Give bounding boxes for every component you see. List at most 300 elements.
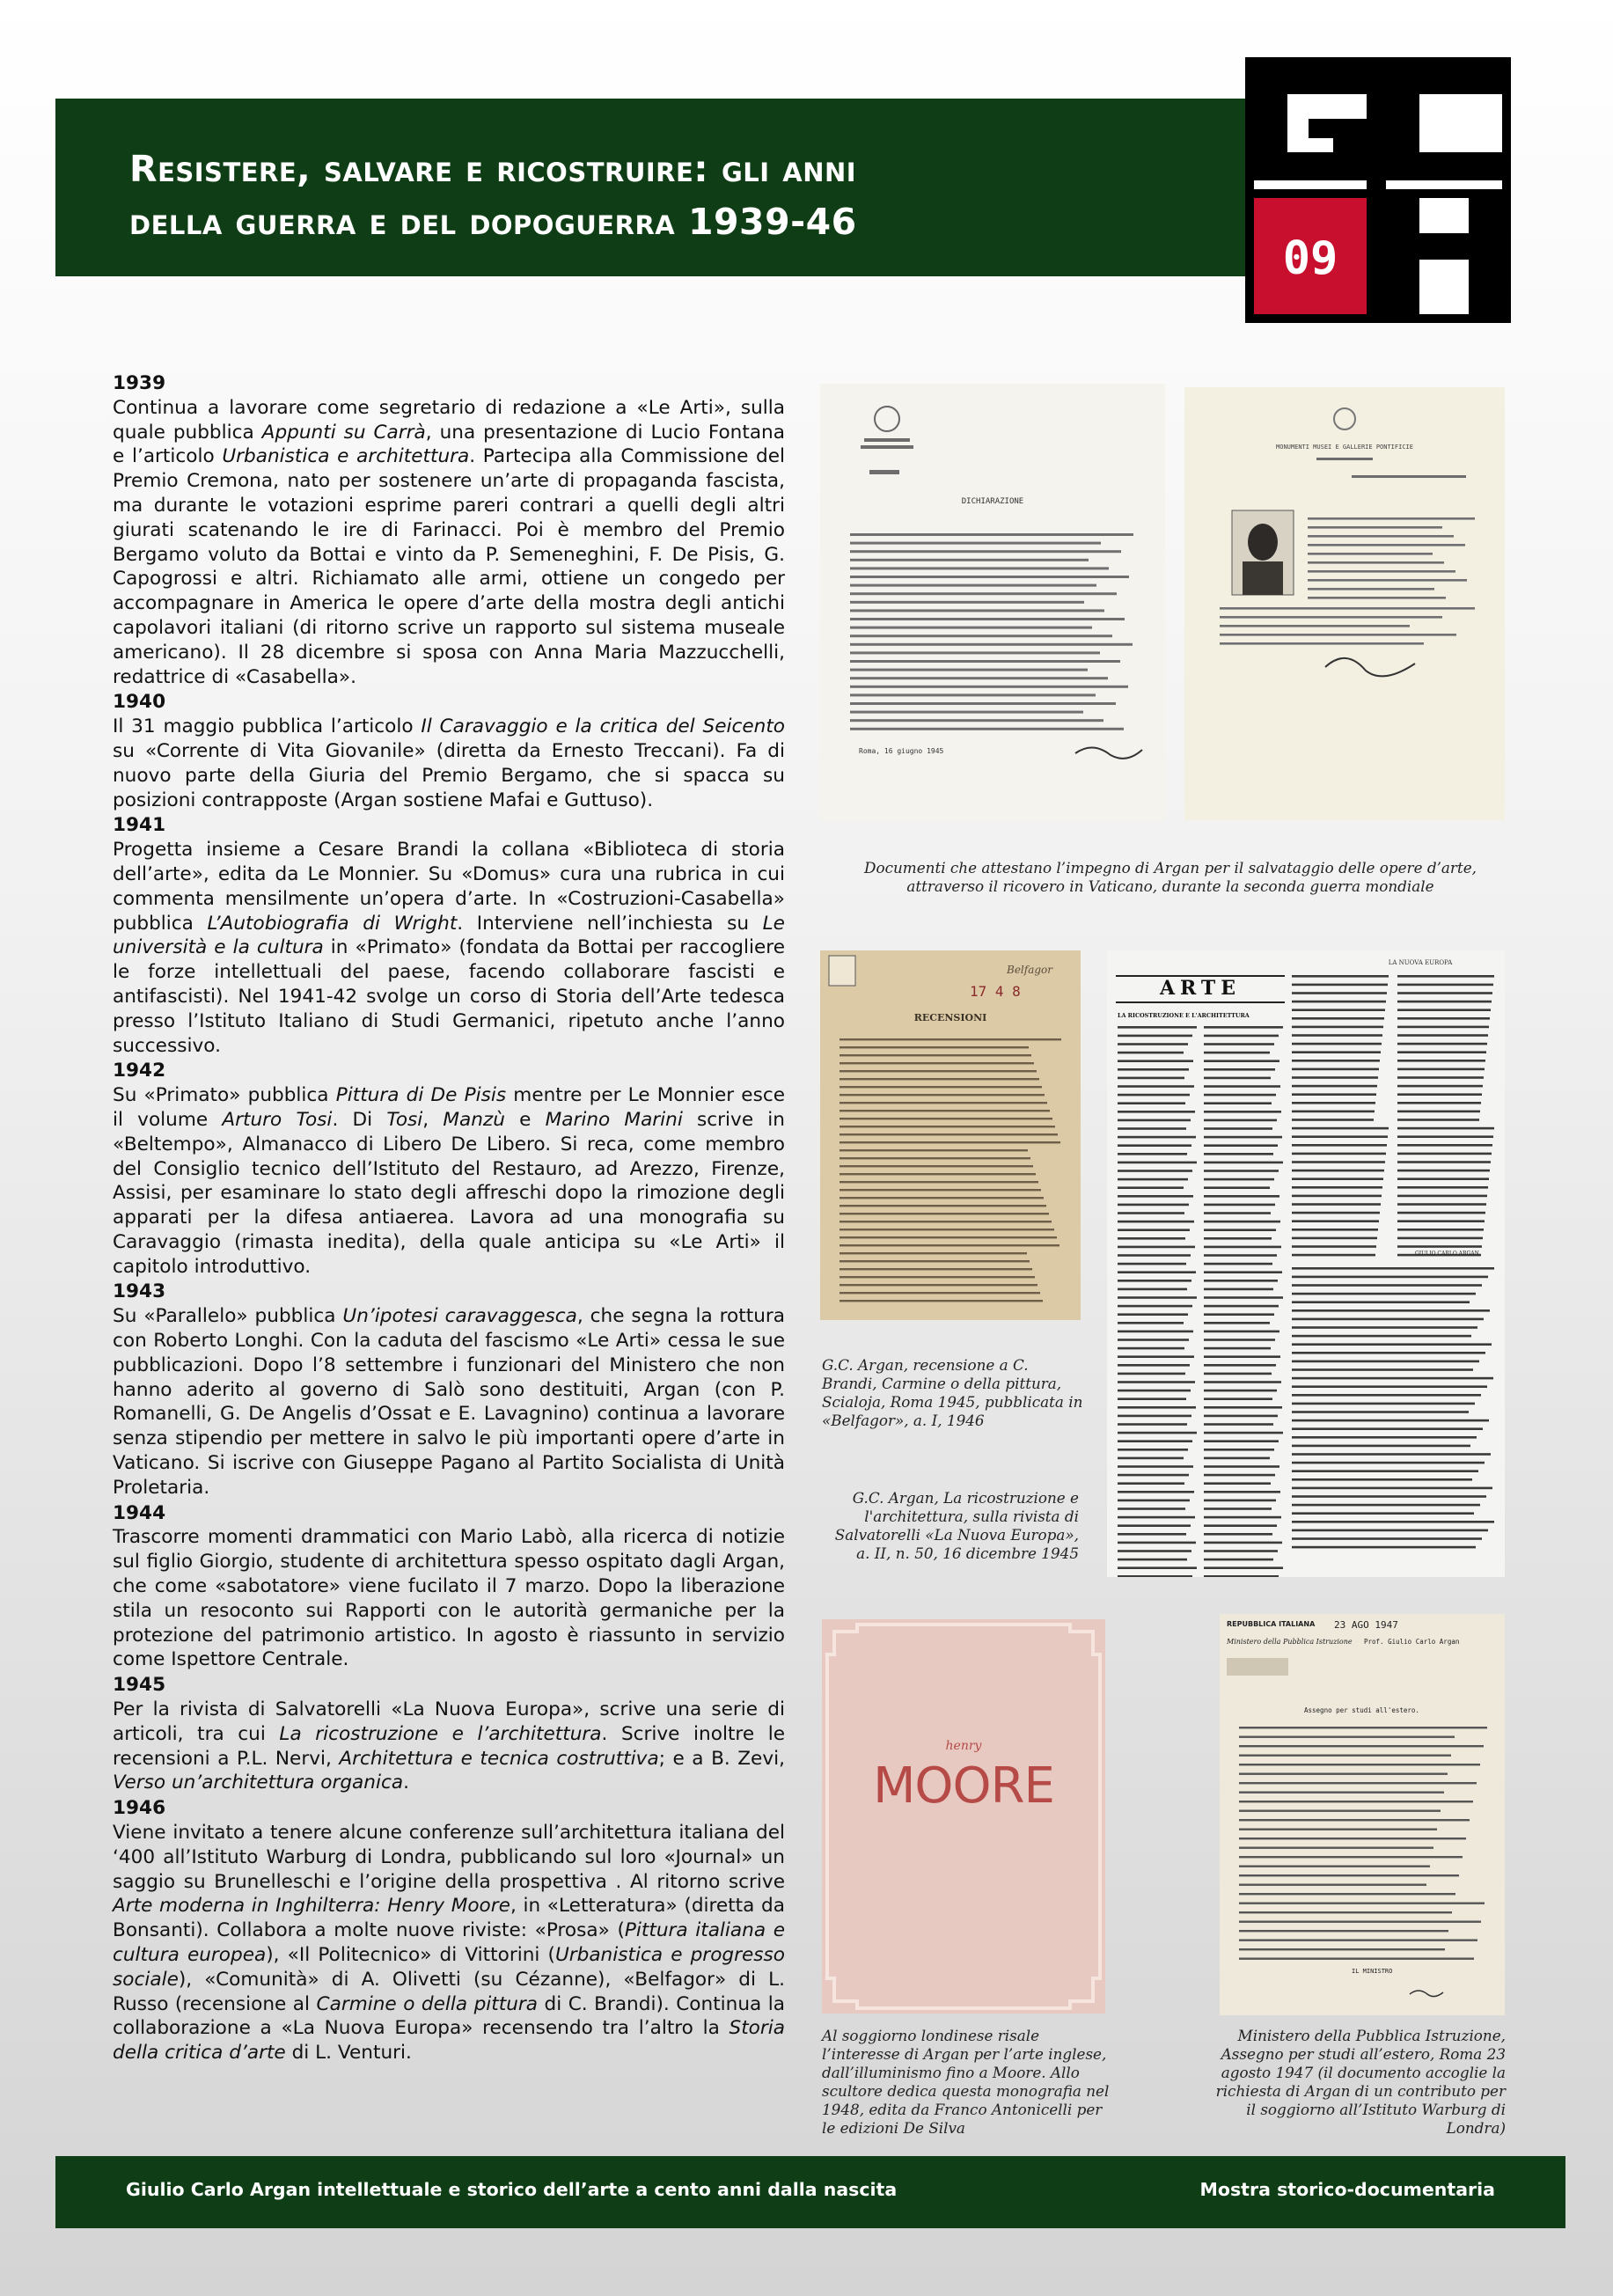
scanned-text-line: [1397, 1127, 1494, 1130]
italic-title: Manzù: [443, 1108, 505, 1131]
scanned-text-line: [1204, 1246, 1281, 1249]
nuova-europa-head: LA NUOVA EUROPA: [1388, 959, 1453, 966]
scanned-text-line: [1397, 1051, 1486, 1053]
scanned-text-line: [1292, 1361, 1479, 1363]
scanned-text-line: [1118, 1111, 1195, 1113]
scanned-text-line: [1118, 1271, 1196, 1273]
scanned-text-line: [1292, 1445, 1470, 1448]
scanned-text-line: [1292, 1119, 1374, 1121]
scanned-text-line: [1204, 1127, 1272, 1130]
scanned-text-line: [1204, 1347, 1271, 1350]
scanned-text-line: [850, 651, 1100, 654]
scanned-text-line: [1118, 1507, 1185, 1510]
scanned-text-line: [1204, 1423, 1273, 1426]
scanned-text-line: [1239, 1884, 1426, 1886]
scanned-text-line: [1204, 1254, 1277, 1257]
scanned-text-line: [1204, 1406, 1282, 1409]
scanned-text-line: [839, 1165, 1033, 1167]
text-run: Per la rivista di Salvatorelli «La Nuova Europa», scrive una serie di articoli, tra cui: [113, 1698, 785, 1745]
scanned-text-line: [1204, 1153, 1273, 1155]
gca-logo: [1245, 57, 1511, 323]
scanned-text-line: [839, 1086, 1042, 1088]
scanned-text-line: [1397, 1212, 1485, 1214]
scanned-text-line: [1118, 1288, 1187, 1291]
scanned-text-line: [1204, 1212, 1271, 1214]
text-run: . Scrive inoltre le recensioni a P.L. Nervi,: [113, 1722, 785, 1770]
scanned-text-line: [1118, 1212, 1184, 1214]
text-run: di L. Venturi.: [285, 2042, 412, 2065]
scanned-text-line: [1118, 1516, 1195, 1519]
scanned-text-line: [1204, 1043, 1274, 1045]
scanned-text-line: [1204, 1085, 1280, 1088]
scanned-text-line: [1239, 1893, 1455, 1895]
chronology-text: [113, 371, 785, 2066]
doc2-heading: MONUMENTI MUSEI E GALLERIE PONTIFICIE: [1276, 444, 1413, 451]
scanned-text-line: [1118, 1305, 1192, 1308]
scanned-text-line: [850, 609, 1104, 612]
scanned-text-line: [1118, 1229, 1190, 1231]
scanned-text-line: [1292, 1411, 1469, 1413]
scanned-text-line: [839, 1276, 1035, 1278]
scanned-text-line: [839, 1070, 1037, 1072]
text-run: , in «Letteratura» (diretta da Bonsanti). Collabora a molte nuove riviste: «Prosa» (: [113, 1895, 785, 1942]
scanned-text-line: [1292, 1537, 1482, 1540]
scanned-text-line: [850, 576, 1129, 578]
scanned-text-line: [1204, 1500, 1276, 1502]
scanned-text-line: [1292, 1385, 1487, 1388]
scanned-text-line: [1292, 1546, 1476, 1549]
scanned-text-line: [1204, 1288, 1273, 1291]
caption-belfagor: G.C. Argan, recensione a C. Brandi, Carmine o della pittura, Scialoja, Roma 1945, pubblicata in «Belfagor», a. I, 1946: [822, 1356, 1083, 1429]
scanned-text-line: [1397, 1093, 1482, 1096]
scanned-text-line: [1204, 1305, 1279, 1308]
belfagor-stamp: 17 4 8: [970, 983, 1021, 1000]
italic-title: La ricostruzione e l’architettura: [279, 1722, 602, 1745]
scanned-text-line: [1397, 1034, 1488, 1037]
document-belfagor-drawing: [820, 950, 1081, 1320]
text-run: , una presentazione di Lucio Fontana e l’articolo: [113, 421, 785, 468]
scanned-text-line: [1118, 1178, 1188, 1181]
scanned-text-line: [1292, 1034, 1382, 1037]
doc1-heading: DICHIARAZIONE: [961, 497, 1024, 506]
text-run: mentre per Le Monnier esce il volume: [113, 1084, 785, 1131]
scanned-text-line: [1292, 1245, 1376, 1248]
scanned-text-line: [850, 702, 1116, 705]
scanned-text-line: [1118, 1263, 1186, 1265]
scanned-text-line: [850, 533, 1133, 536]
scanned-text-line: [1204, 1355, 1280, 1358]
year-paragraph: [113, 715, 785, 812]
scanned-text-line: [1118, 1052, 1184, 1054]
scanned-text-line: [1204, 1170, 1279, 1172]
scanned-text-line: [1239, 1773, 1448, 1775]
scanned-text-line: [1239, 1838, 1466, 1839]
scanned-text-line: [1292, 1335, 1471, 1338]
scanned-text-line: [1292, 1195, 1382, 1198]
scanned-text-line: [1292, 1504, 1480, 1507]
scanned-text-line: [1292, 1177, 1383, 1180]
text-run: e: [504, 1108, 546, 1131]
scanned-text-line: [1397, 1186, 1488, 1189]
scanned-text-line: [1204, 1457, 1270, 1460]
scanned-text-line: [1118, 1186, 1184, 1189]
scanned-text-line: [1239, 1958, 1474, 1960]
year-paragraph: [113, 1821, 785, 2065]
scanned-text-line: [1118, 1127, 1186, 1130]
scanned-text-line: [1118, 1550, 1191, 1552]
scanned-text-line: [1397, 1177, 1489, 1180]
scanned-text-line: [1292, 1267, 1494, 1270]
scanned-text-line: [1239, 1819, 1470, 1821]
scanned-text-line: [1292, 984, 1388, 987]
year-heading: 1939: [113, 372, 166, 394]
scanned-text-line: [1397, 1161, 1491, 1163]
scanned-text-line: [839, 1197, 1044, 1199]
scanned-text-line: [1118, 1390, 1191, 1392]
scanned-text-line: [850, 567, 1109, 569]
scanned-text-line: [1204, 1440, 1279, 1442]
caption-henry-moore: Al soggiorno londinese risale l’interesse di Argan per l’arte inglese, dall’illuminismo fino a Moore. Allo scultore dedica questa monografia nel 1948, edita da Franco Antonicelli per le edizioni De Silva: [822, 2027, 1110, 2137]
italic-title: Carmine o della pittura: [316, 1992, 539, 2015]
scanned-text-line: [1118, 1575, 1192, 1577]
scanned-text-line: [1220, 607, 1475, 610]
scanned-text-line: [1239, 1856, 1463, 1858]
scanned-text-line: [1118, 1043, 1188, 1045]
scanned-text-line: [1118, 1246, 1195, 1249]
ministero-name: Ministero della Pubblica Istruzione: [1227, 1638, 1353, 1646]
scanned-text-line: [850, 728, 1124, 730]
scanned-text-line: [1118, 1432, 1197, 1434]
scanned-text-line: [1204, 1026, 1283, 1029]
scanned-text-line: [1204, 1432, 1283, 1434]
scanned-text-line: [1292, 1276, 1488, 1279]
scanned-text-line: [1204, 1204, 1275, 1207]
scanned-text-line: [1204, 1035, 1279, 1038]
scanned-text-line: [1292, 1529, 1488, 1532]
scanned-text-line: [1118, 1373, 1185, 1375]
text-run: Viene invitato a tenere alcune conferenze sull’architettura italiana del ‘400 all’Istituto Warburg di Londra, pubblicando sul loro «Journal» un saggio su Brunelleschi e l’origine della prospettiva . Al ritorno scrive: [113, 1822, 785, 1893]
scanned-text-line: [839, 1213, 1049, 1214]
scanned-text-line: [1292, 1093, 1376, 1096]
scanned-text-line: [839, 1244, 1059, 1246]
ministero-repubblica: REPUBBLICA ITALIANA: [1227, 1620, 1316, 1628]
italic-title: Verso un’architettura organica: [113, 1772, 404, 1794]
scanned-text-line: [1118, 1162, 1197, 1164]
scanned-text-line: [1204, 1415, 1278, 1418]
footer-exhibition-type: Mostra storico-documentaria: [1199, 2179, 1495, 2200]
scanned-text-line: [1292, 1161, 1385, 1163]
year-paragraph: [113, 1525, 785, 1672]
scanned-text-line: [1397, 1237, 1483, 1240]
scanned-text-line: [1204, 1195, 1279, 1198]
scanned-text-line: [1292, 1186, 1382, 1189]
scanned-text-line: [839, 1157, 1030, 1159]
scanned-text-line: [1292, 1462, 1485, 1464]
scanned-text-line: [1292, 1309, 1490, 1312]
scanned-text-line: [1220, 625, 1410, 627]
scanned-text-line: [839, 1252, 1027, 1254]
scanned-text-line: [1118, 1331, 1193, 1333]
scanned-text-line: [1118, 1559, 1187, 1561]
scanned-text-line: [839, 1284, 1037, 1286]
text-run: scrive in «Beltempo», Almanacco di Libero De Libero. Si reca, come membro del Consiglio tecnico dell’Istituto del Restauro, ad Arezzo, Firenze, Assisi, per esaminare lo stato degli affreschi dopo la rimozione degli apparati per la difesa antiaerea. Lavora ad una monografia su Caravaggio (rimasta inedita), della quale anticipa su «Le Arti» il capitolo introduttivo.: [113, 1108, 785, 1278]
scanned-text-line: [1118, 1136, 1196, 1139]
scanned-text-line: [1292, 1203, 1381, 1206]
text-run: di C. Brandi). Continua la collaborazione a «La Nuova Europa» recensendo tra l’altro la: [113, 1992, 785, 2040]
scanned-text-line: [850, 677, 1108, 679]
scanned-text-line: [1204, 1162, 1283, 1164]
scanned-text-line: [1308, 517, 1475, 520]
scanned-text-line: [839, 1141, 1060, 1143]
scanned-text-line: [850, 719, 1103, 722]
scanned-text-line: [1239, 1930, 1448, 1932]
scanned-text-line: [1204, 1449, 1274, 1451]
scanned-text-line: [1204, 1533, 1272, 1536]
document-henry-moore-book: [822, 1619, 1105, 2014]
scanned-text-line: [1292, 1368, 1473, 1371]
scanned-text-line: [839, 1133, 1058, 1135]
scanned-text-line: [1292, 1111, 1375, 1113]
scanned-text-line: [1397, 1144, 1492, 1147]
scanned-text-line: [1239, 1755, 1451, 1757]
scanned-text-line: [1118, 1322, 1184, 1324]
document-dichiarazione-drawing: [820, 384, 1165, 820]
scanned-text-line: [850, 686, 1128, 688]
scanned-text-line: [1397, 1170, 1490, 1172]
scanned-text-line: [1292, 1453, 1491, 1456]
scanned-text-line: [1397, 1220, 1485, 1222]
ministero-subject: Assegno per studi all'estero.: [1304, 1706, 1419, 1714]
text-run: . Partecipa alla Commissione del Premio Cremona, nato per sostenere un’arte di propaganda fascista, ma durante le votazioni esprime pareri contrari a quelli degli altri giurati scatenando le ire di Farinacci. Poi è membro del Premio Bergamo voluto da Bottai e vinto da P. Semeneghini, F. De Pisis, G. Capogrossi e altri. Richiamato alle armi, ottiene un congedo per accompagnare in America le opere d’arte della mostra degli antichi capolavori italiani (di ritorno scrive un rapporto sul sistema museale americano). Il 28 dicembre si sposa con Anna Maria Mazzucchelli, redattrice di «Casabella».: [113, 445, 786, 688]
scanned-text-line: [1397, 975, 1494, 978]
year-paragraph: [113, 838, 785, 1058]
scanned-text-line: [1292, 1135, 1388, 1138]
scanned-text-line: [1204, 1491, 1280, 1493]
scanned-text-line: [1204, 1186, 1270, 1189]
scanned-text-line: [1204, 1060, 1279, 1062]
document-ministero-assegno: [1220, 1614, 1505, 2015]
scanned-text-line: [1204, 1465, 1279, 1468]
scanned-text-line: [1118, 1500, 1190, 1502]
year-heading: 1941: [113, 814, 166, 837]
scanned-text-line: [1118, 1068, 1189, 1071]
text-run: Progetta insieme a Cesare Brandi la collana «Biblioteca di storia dell’arte», edita da Le Monnier. Su «Domus» cura una rubrica in cui commenta mensilmente un’opera d’arte. In «Costruzioni-Casabella» pubblica: [113, 839, 785, 935]
scanned-text-line: [1292, 1403, 1475, 1405]
scanned-text-line: [1204, 1474, 1275, 1477]
scanned-text-line: [850, 643, 1133, 646]
scanned-text-line: [1308, 579, 1467, 582]
scanned-text-line: [1204, 1144, 1278, 1147]
scanned-text-line: [1397, 1203, 1486, 1206]
footer-bar: [55, 2156, 1565, 2228]
scanned-text-line: [1397, 992, 1492, 994]
scanned-text-line: [850, 627, 1092, 629]
belfagor-heading: RECENSIONI: [913, 1012, 987, 1023]
year-paragraph: [113, 1698, 785, 1795]
scanned-text-line: [1239, 1810, 1441, 1812]
caption-ministero: Ministero della Pubblica Istruzione, Assegno per studi all’estero, Roma 23 agosto 1947 (il documento accoglie la richiesta di Argan di un contributo per il soggiorno all’Istituto Warburg di Londra): [1215, 2027, 1506, 2137]
ministero-signature: IL MINISTRO: [1352, 1968, 1393, 1975]
scanned-text-line: [1204, 1237, 1272, 1240]
scanned-text-line: [1204, 1373, 1272, 1375]
scanned-text-line: [1118, 1060, 1193, 1062]
scanned-text-line: [1397, 1001, 1492, 1003]
scanned-text-line: [1397, 1009, 1491, 1011]
text-run: , che segna la rottura con Roberto Longhi. Con la caduta del fascismo «Le Arti» cessa le sue pubblicazioni. Dopo l’8 settembre i funzionari del Ministero che non hanno aderito al governo di Salò sono destituiti, Argan (con P. Romanelli, G. De Angelis d’Ossat e E. Lavagnino) continua a lavorare senza stipendio per mettere in salvo le più importanti opere d’arte in Vaticano. Si iscrive con Giuseppe Pagano al Partito Socialista di Unità Proletaria.: [113, 1305, 786, 1499]
scanned-text-line: [1204, 1559, 1273, 1561]
scanned-text-line: [1204, 1397, 1272, 1400]
document-nuova-europa-drawing: [1107, 950, 1505, 1577]
scanned-text-line: [1292, 1318, 1484, 1321]
scanned-text-line: [839, 1102, 1047, 1104]
scanned-text-line: [1397, 1068, 1485, 1071]
italic-title: Architettura e tecnica costruttiva: [339, 1747, 659, 1770]
text-run: ), «Comunità» di A. Olivetti (su Cézanne), «Belfagor» di L. Russo (recensione al: [113, 1968, 785, 2015]
scanned-text-line: [1292, 1076, 1378, 1079]
scanned-text-line: [1204, 1364, 1276, 1367]
text-run: su «Corrente di Vita Giovanile» (diretta da Ernesto Treccani). Fa di nuovo parte della Giuria del Premio Bergamo, che si spacca su posizioni contrapposte (Argan sostiene Mafai e Guttuso).: [113, 739, 785, 811]
scanned-text-line: [1239, 1940, 1477, 1941]
scanned-text-line: [1239, 1801, 1473, 1802]
scanned-text-line: [1118, 1153, 1187, 1155]
scanned-text-line: [1292, 1293, 1476, 1295]
scanned-text-line: [850, 550, 1121, 553]
text-run: Su «Parallelo» pubblica: [113, 1305, 343, 1328]
scanned-text-line: [1239, 1727, 1487, 1728]
scanned-text-line: [1204, 1271, 1282, 1273]
year-heading: 1940: [113, 691, 166, 714]
scanned-text-line: [1397, 1245, 1482, 1248]
scanned-text-line: [839, 1110, 1050, 1111]
italic-title: Le università e la cultura: [113, 912, 785, 959]
scanned-text-line: [839, 1062, 1034, 1064]
scanned-text-line: [1118, 1566, 1197, 1569]
italic-title: Arte moderna in Inghilterra: Henry Moore: [113, 1895, 510, 1918]
scanned-text-line: [1292, 1343, 1492, 1346]
scanned-text-line: [1118, 1221, 1194, 1223]
scanned-text-line: [1292, 1427, 1483, 1430]
scanned-text-line: [1292, 1284, 1482, 1287]
caption-nuova-europa: G.C. Argan, La ricostruzione e l'architettura, sulla rivista di Salvatorelli «La Nuova Europa», a. II, n. 50, 16 dicembre 1945: [834, 1489, 1079, 1562]
scanned-text-line: [1239, 1829, 1437, 1830]
belfagor-label: Belfagor: [1007, 964, 1052, 976]
scanned-text-line: [1292, 1001, 1386, 1003]
scanned-text-line: [1118, 1077, 1184, 1080]
scanned-text-line: [1118, 1457, 1184, 1460]
scanned-text-line: [1204, 1482, 1271, 1485]
nuova-europa-author: GIULIO CARLO ARGAN: [1415, 1251, 1479, 1257]
scanned-text-line: [1397, 1043, 1487, 1045]
document-nuova-europa: [1107, 950, 1505, 1577]
scanned-text-line: [839, 1229, 1054, 1230]
scanned-text-line: [1292, 1170, 1384, 1172]
scanned-text-line: [1397, 1102, 1481, 1104]
year-paragraph: [113, 1304, 785, 1500]
scanned-text-line: [839, 1189, 1041, 1191]
scanned-text-line: [1204, 1390, 1277, 1392]
scanned-text-line: [1204, 1339, 1275, 1341]
scanned-text-line: [839, 1292, 1040, 1294]
scanned-text-line: [1204, 1221, 1280, 1223]
scanned-text-line: [1292, 1026, 1383, 1029]
scanned-text-line: [1292, 1229, 1378, 1231]
text-run: Su «Primato» pubblica: [113, 1084, 336, 1107]
scanned-text-line: [1292, 1017, 1384, 1020]
scanned-text-line: [850, 584, 1096, 587]
doc1-date: Roma, 16 giugno 1945: [859, 747, 944, 755]
document-belfagor-recensioni: [820, 950, 1081, 1320]
italic-title: Arturo Tosi: [222, 1108, 333, 1131]
year-heading: 1942: [113, 1060, 166, 1082]
scanned-text-line: [1292, 1068, 1379, 1071]
scanned-text-line: [1118, 1524, 1191, 1527]
scanned-text-line: [1118, 1102, 1185, 1104]
scanned-text-line: [1204, 1296, 1283, 1299]
scanned-text-line: [839, 1038, 1061, 1040]
scanned-text-line: [850, 635, 1112, 637]
scanned-text-line: [1118, 1313, 1188, 1316]
scanned-text-line: [1118, 1423, 1187, 1426]
scanned-text-line: [1292, 1127, 1389, 1130]
scanned-text-line: [1397, 984, 1493, 987]
scanned-text-line: [1292, 1060, 1380, 1062]
scanned-text-line: [1239, 1764, 1480, 1765]
scanned-text-line: [1239, 1903, 1485, 1904]
scanned-text-line: [839, 1078, 1039, 1080]
scanned-text-line: [1308, 553, 1433, 555]
document-monumenti-musei: [1184, 387, 1505, 820]
scanned-text-line: [839, 1126, 1055, 1127]
scanned-text-line: [1204, 1229, 1276, 1231]
scanned-text-line: [1118, 1119, 1191, 1122]
scanned-text-line: [1118, 1406, 1196, 1409]
scanned-text-line: [1308, 544, 1465, 546]
scanned-text-line: [1292, 1352, 1485, 1354]
scanned-text-line: [850, 669, 1088, 671]
moore-big-title: MOORE: [873, 1757, 1054, 1815]
scanned-text-line: [1118, 1204, 1189, 1207]
scanned-text-line: [1292, 1436, 1477, 1439]
scanned-text-line: [1118, 1144, 1191, 1147]
italic-title: Un’ipotesi caravaggesca: [342, 1305, 577, 1328]
scanned-text-line: [1397, 1195, 1487, 1198]
scanned-text-line: [1204, 1094, 1276, 1097]
scanned-text-line: [1397, 1060, 1485, 1062]
scanned-text-line: [1220, 634, 1456, 636]
scanned-text-line: [1118, 1397, 1186, 1400]
scanned-text-line: [1118, 1085, 1194, 1088]
italic-title: Appunti su Carrà: [261, 421, 426, 444]
scanned-text-line: [1239, 1847, 1433, 1849]
scanned-text-line: [1204, 1077, 1271, 1080]
scanned-text-line: [1292, 1512, 1474, 1515]
scanned-text-line: [1118, 1465, 1193, 1468]
scanned-text-line: [1292, 1085, 1377, 1088]
year-paragraph: [113, 396, 785, 690]
scanned-text-line: [839, 1046, 1029, 1048]
scanned-text-line: [1118, 1449, 1188, 1451]
scanned-text-line: [1292, 1419, 1489, 1422]
nuova-europa-masthead: ARTE: [1159, 977, 1242, 1000]
scanned-text-line: [1397, 1076, 1484, 1079]
scanned-text-line: [1204, 1313, 1274, 1316]
scanned-text-line: [1292, 1487, 1492, 1490]
scanned-text-line: [1239, 1782, 1477, 1784]
scanned-text-line: [1118, 1026, 1197, 1029]
scanned-text-line: [839, 1181, 1038, 1183]
scanned-text-line: [1397, 1085, 1483, 1088]
scanned-text-line: [1204, 1550, 1278, 1552]
